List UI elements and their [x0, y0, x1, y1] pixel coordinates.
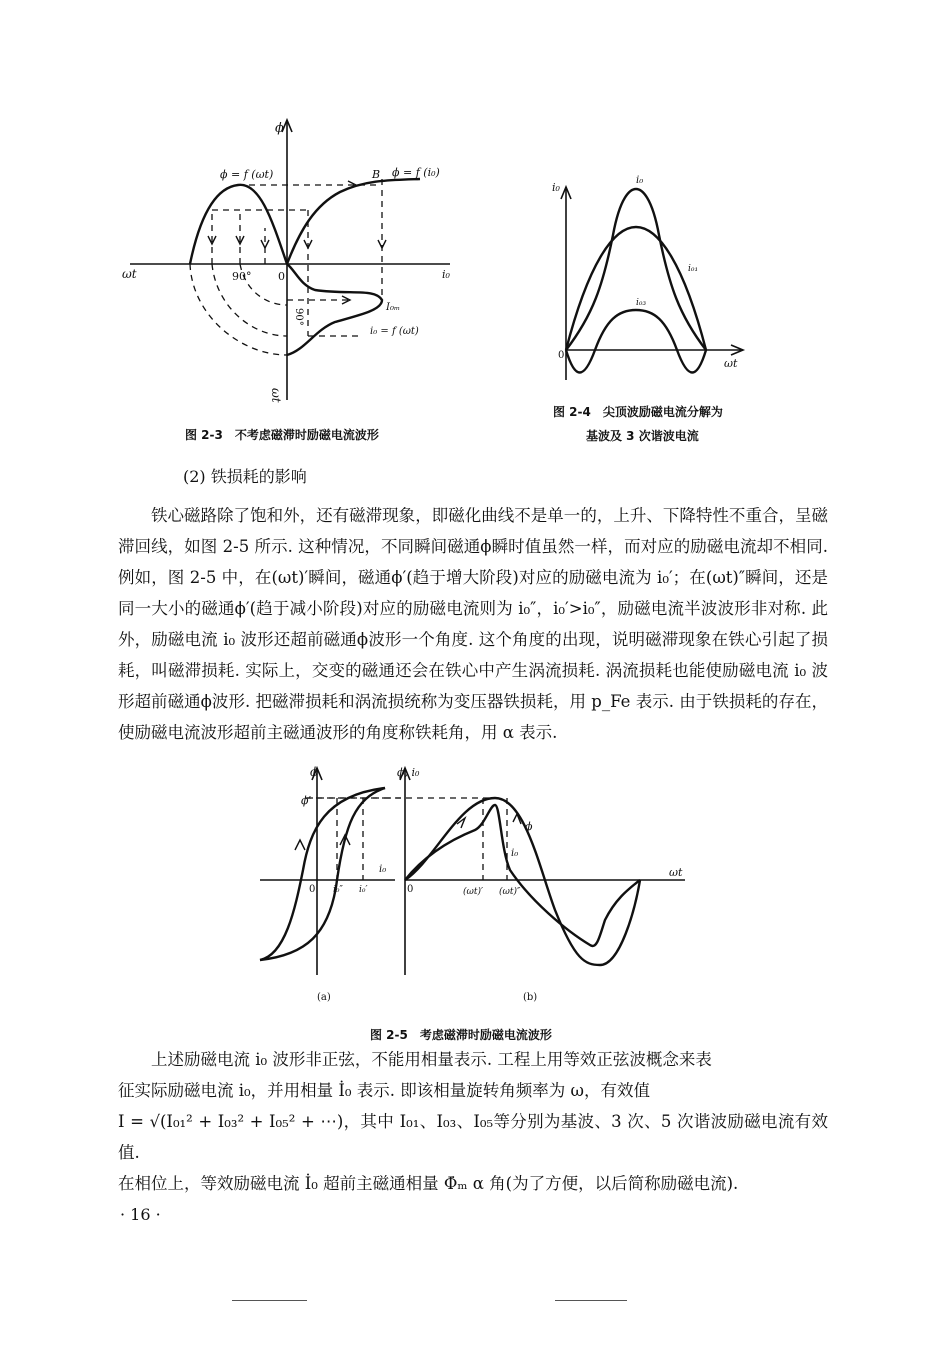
i0-wt-label: i₀ = f (ωt) [370, 326, 419, 337]
b-wtp-label: (ωt)′ [463, 887, 484, 897]
sub-b-label: (b) [523, 992, 538, 1003]
phi-wt-curve [190, 185, 287, 264]
page-number: · 16 · [120, 1205, 161, 1224]
i0-axis-label: i₀ [552, 181, 560, 194]
paragraph-1 [118, 500, 828, 748]
b-wtpp-label: (ωt)″ [499, 887, 521, 897]
b-phi-label: ϕ [525, 820, 533, 833]
a-i0dd-label: i₀″ [333, 885, 343, 895]
b-origin-label: 0 [407, 884, 414, 895]
i01-curve [566, 227, 706, 350]
section-heading: (2) 铁损耗的影响 [183, 467, 307, 486]
b-i0-label: i₀ [511, 848, 519, 859]
figure-2-3 [120, 110, 480, 420]
paragraph-2 [118, 1044, 828, 1199]
a-origin-label: 0 [309, 884, 316, 895]
i0-label: i₀ [636, 175, 644, 186]
hysteresis-lower [260, 788, 385, 960]
deg90-rotated-label: 90° [293, 308, 304, 326]
figure-2-5 [255, 760, 705, 1010]
wt-bottom-label: ωt [269, 388, 283, 403]
phi-wt-label: ϕ = f (ωt) [220, 168, 274, 181]
phi-i0-label: ϕ = f (i₀) [392, 166, 440, 179]
i01-label: i₀₁ [688, 264, 699, 274]
paragraph-2-line-2: 征实际励磁电流 i₀，并用相量 İ₀ 表示. 即该相量旋转角频率为 ω，有效值 [118, 1081, 650, 1100]
paragraph-2-line-4: 在相位上，等效励磁电流 İ₀ 超前主磁通相量 Φ̇ₘ α 角(为了方便，以后简称励磁电流). [118, 1174, 739, 1193]
hysteresis-upper [260, 788, 385, 960]
B-label: B [372, 168, 381, 181]
fig25-caption: 图 2-5 考虑磁滞时励磁电流波形 [370, 1028, 552, 1042]
b-phi-i0-label: ϕ, i₀ [397, 766, 420, 779]
i0-curve [405, 805, 640, 946]
fig24-caption-line1: 图 2-4 尖顶波励磁电流分解为 [553, 405, 723, 419]
sub-a-label: (a) [317, 992, 331, 1003]
magnetization-curve [287, 179, 420, 264]
wt-left-label: ωt [122, 267, 137, 281]
phi-curve [405, 798, 640, 965]
I0m-label: I₀ₘ [386, 302, 401, 313]
b-wt-label: ωt [669, 866, 683, 879]
paragraph-2-line-3: I = √(I₀₁² + I₀₃² + I₀₅² + ⋯)，其中 I₀₁、I₀₃、I₀₅等分别为基波、3 次、5 次谐波励磁电流有效值. [118, 1112, 828, 1162]
origin-label: 0 [558, 350, 565, 361]
figure-2-4 [548, 175, 768, 395]
phi-label: ϕ [275, 121, 284, 136]
paragraph-2-line-1: 上述励磁电流 i₀ 波形非正弦，不能用相量表示. 工程上用等效正弦波概念来表 [151, 1050, 712, 1069]
paragraph-1-text: 铁心磁路除了饱和外，还有磁滞现象，即磁化曲线不是单一的，上升、下降特性不重合，呈磁滞回线，如图 2-5 所示. 这种情况，不同瞬间磁通ϕ瞬时值虽然一样，而对应的励磁电流却不相同. 例如，图 2-5 中，在(ωt)′瞬间，磁通ϕ′(趋于增大阶段)对应的励磁电流为 i₀′；在(ωt)″瞬间，还是同一大小的磁通ϕ′(趋于减小阶段)对应的励磁电流则为 i₀″，i₀′>i₀″，励磁电流半波波形非对称. 此外，励磁电流 i₀ 波形还超前磁通ϕ波形一个角度. 这个角度的出现，说明磁滞现象在铁心引起了损耗，叫磁滞损耗. 实际上，交变的磁通还会在铁心中产生涡流损耗. 涡流损耗也能使励磁电流 i₀ 波形超前磁通ϕ波形. 把磁滞损耗和涡流损统称为变压器铁损耗，用 p_Fe 表示. 由于铁损耗的存在，使励磁电流波形超前主磁通波形的角度称铁耗角，用 α 表示. [118, 506, 828, 742]
i0-curve [566, 189, 706, 350]
a-i0-label: i₀ [379, 864, 387, 875]
i0-axis-label: i₀ [442, 268, 450, 281]
footer-rule-right [555, 1300, 627, 1301]
fig24-caption-line2: 基波及 3 次谐波电流 [586, 429, 699, 443]
a-i0d-label: i₀′ [359, 885, 368, 895]
i03-label: i₀₃ [636, 298, 647, 308]
footer-rule-left [232, 1300, 307, 1301]
deg90-label: 90° [232, 270, 252, 283]
fig23-caption: 图 2-3 不考虑磁滞时励磁电流波形 [185, 428, 379, 442]
origin-label: 0 [278, 270, 285, 283]
a-phi-prime-label: ϕ′ [301, 794, 311, 807]
a-phi-label: ϕ [310, 765, 319, 779]
wt-label: ωt [724, 357, 738, 370]
